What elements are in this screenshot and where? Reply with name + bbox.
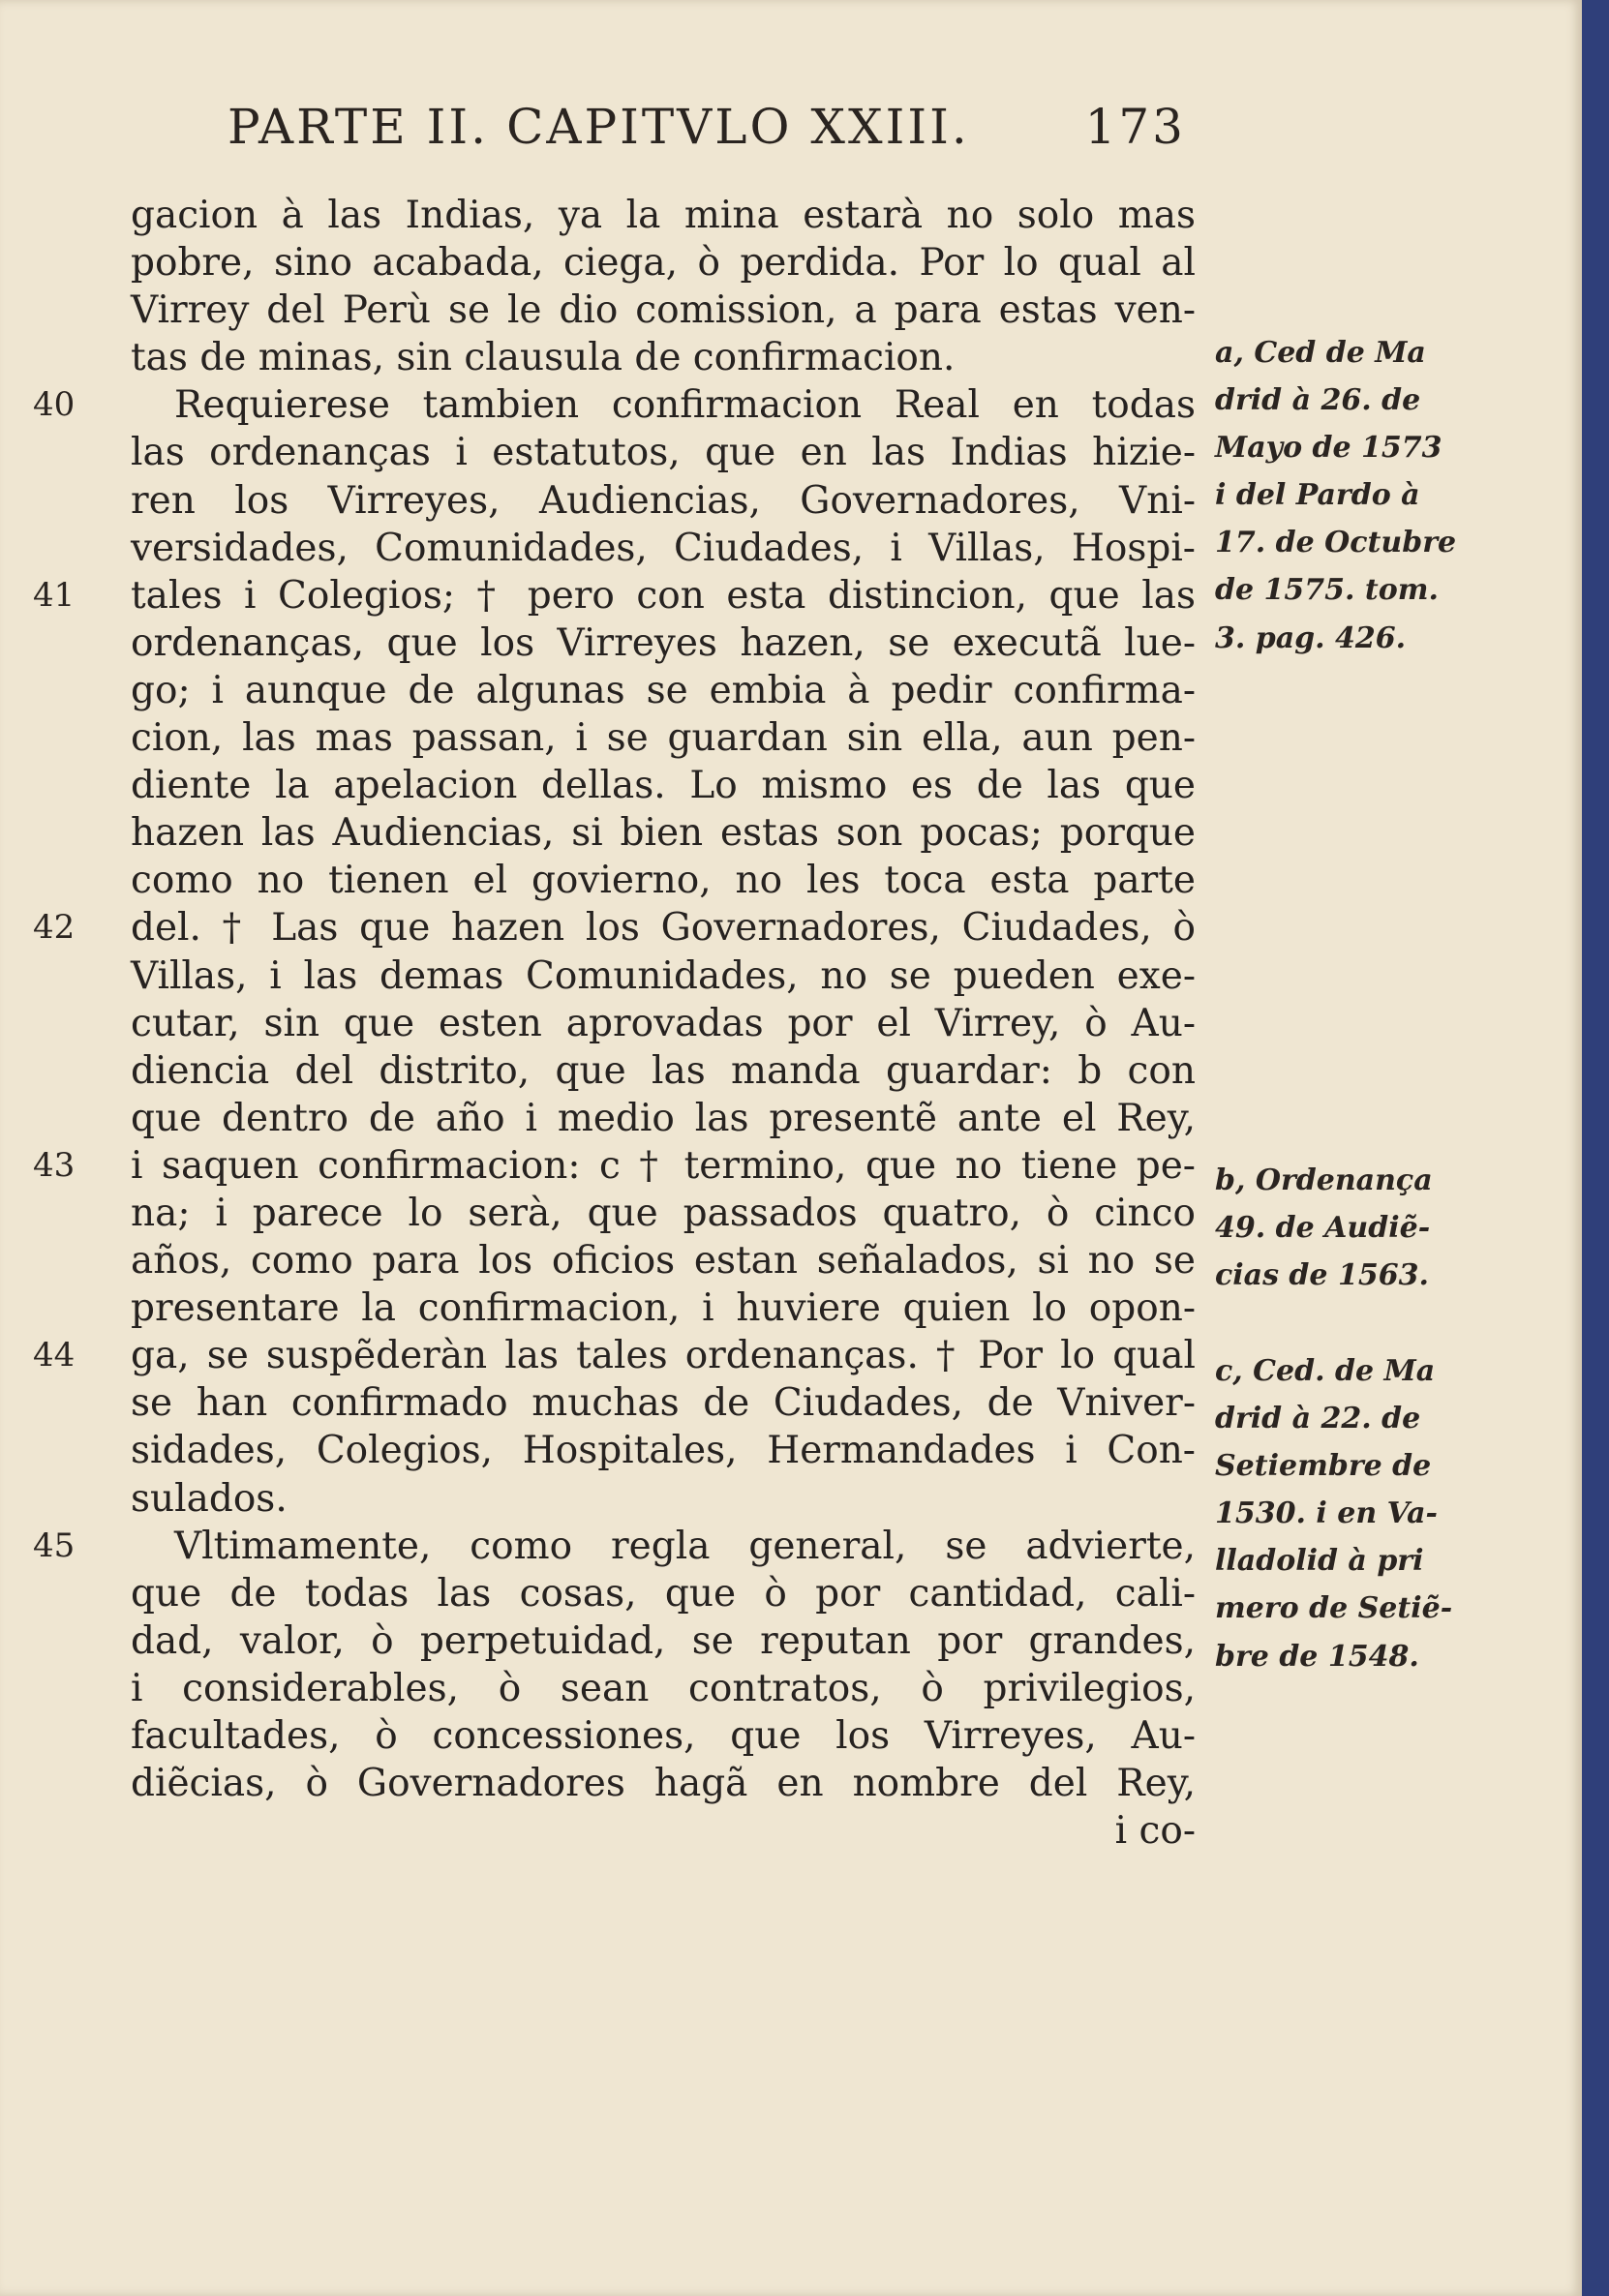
text-line: dad, valor, ò perpetuidad, se reputan por grandes, [131,1618,1196,1663]
text-line: ordenanças, que los Virreyes hazen, se executã lue- [131,620,1196,665]
text-line: que dentro de año i medio las presentẽ ante el Rey, [131,1096,1196,1140]
text-line: diẽcias, ò Governadores hagã en nombre del Rey, [131,1762,1196,1806]
marginal-note-line: Mayo de 1573 [1215,431,1442,466]
text-line: i co- [1114,1809,1196,1854]
marginal-note-line: drid à 22. de [1215,1402,1421,1436]
text-line: gacion à las Indias, ya la mina estarà no solo mas [131,194,1196,237]
marginal-note-line: lladolid à pri [1215,1544,1424,1579]
text-line: go; i aunque de algunas se embia à pedir confirma- [131,668,1196,712]
marginal-note-line: 49. de Audiẽ- [1215,1211,1431,1246]
text-line: sulados. [131,1476,288,1521]
paragraph-number: 42 [33,908,76,947]
marginal-note-b [1215,1157,1486,1299]
text-line: ren los Virreyes, Audiencias, Governadores, Vni- [131,478,1196,523]
text-line: diente la apelacion dellas. Lo mismo es de las que [131,764,1196,808]
marginal-note-line: a, Ced de Ma [1215,336,1426,370]
text-line: Virrey del Perù se le dio comission, a para estas ven- [131,288,1196,333]
marginal-note-c [1215,1347,1486,1680]
text-line: versidades, Comunidades, Ciudades, i Villas, Hospi- [131,526,1196,570]
marginal-note-line: cias de 1563. [1215,1258,1429,1293]
marginal-note-line: c, Ced. de Ma [1215,1354,1436,1388]
main-text [131,192,1196,1855]
text-line: i considerables, ò sean contratos, ò privilegios, [131,1666,1196,1710]
marginal-note-line: bre de 1548. [1215,1639,1419,1674]
text-line: como no tienen el govierno, no les toca esta parte [131,859,1196,903]
text-line: se han confirmado muchas de Ciudades, de Vniver- [131,1381,1196,1426]
text-line: del. † Las que hazen los Governadores, Ciudades, ò [131,906,1196,951]
marginal-note-a [1215,329,1486,662]
text-line: diencia del distrito, que las manda guardar: b con [131,1048,1196,1093]
paragraph-number: 43 [33,1146,76,1185]
page-number: 173 [1084,99,1186,155]
header-part: PARTE II. [228,99,490,155]
text-line: pobre, sino acabada, ciega, ò perdida. Por lo qual al [131,241,1196,286]
marginal-note-line: mero de Setiẽ- [1215,1591,1453,1626]
text-line: años, como para los oficios estan señalados, si no se [131,1239,1196,1284]
text-line: Vltimamente, como regla general, se advierte, [174,1524,1196,1568]
text-line: sidades, Colegios, Hospitales, Hermandades i Con- [131,1429,1196,1473]
marginal-note-line: de 1575. tom. [1215,573,1439,608]
paragraph-number: 44 [33,1336,76,1375]
text-line: presentare la confirmacion, i huviere quien lo opon- [131,1286,1196,1331]
marginal-note-line: 3. pag. 426. [1215,620,1407,655]
paragraph-number: 41 [33,576,76,615]
marginal-note-line: 17. de Octubre [1215,526,1457,560]
text-line: cion, las mas passan, i se guardan sin ella, aun pen- [131,716,1196,761]
text-line: i saquen confirmacion: c † termino, que no tiene pe- [131,1143,1196,1188]
text-line: que de todas las cosas, que ò por cantidad, cali- [131,1571,1196,1616]
marginal-note-line: drid à 26. de [1215,383,1421,418]
marginal-note-line: i del Pardo à [1215,478,1420,513]
header-chapter: CAPITVLO XXIII. [506,99,970,155]
marginal-note-line: 1530. i en Va- [1215,1496,1438,1531]
marginal-note-line: b, Ordenança [1215,1163,1433,1197]
text-line: tales i Colegios; † pero con esta distincion, que las [131,573,1196,618]
text-line: tas de minas, sin clausula de confirmacion. [131,336,956,380]
text-line: facultades, ò concessiones, que los Virreyes, Au- [131,1714,1196,1758]
background-edge [1582,0,1609,2296]
text-line: ga, se suspẽderàn las tales ordenanças. † Por lo qual [131,1334,1196,1378]
text-line: na; i parece lo serà, que passados quatro, ò cinco [131,1191,1196,1235]
text-line: Villas, i las demas Comunidades, no se pueden exe- [131,953,1196,998]
marginal-note-line: Setiembre de [1215,1449,1432,1484]
running-header [228,99,1186,166]
paragraph-number: 40 [33,385,76,424]
paragraph-number: 45 [33,1526,76,1565]
text-line: Requierese tambien confirmacion Real en todas [174,383,1196,428]
text-line: cutar, sin que esten aprovadas por el Virrey, ò Au- [131,1001,1196,1045]
text-line: las ordenanças i estatutos, que en las Indias hizie- [131,431,1196,475]
text-line: hazen las Audiencias, si bien estas son pocas; porque [131,811,1196,856]
